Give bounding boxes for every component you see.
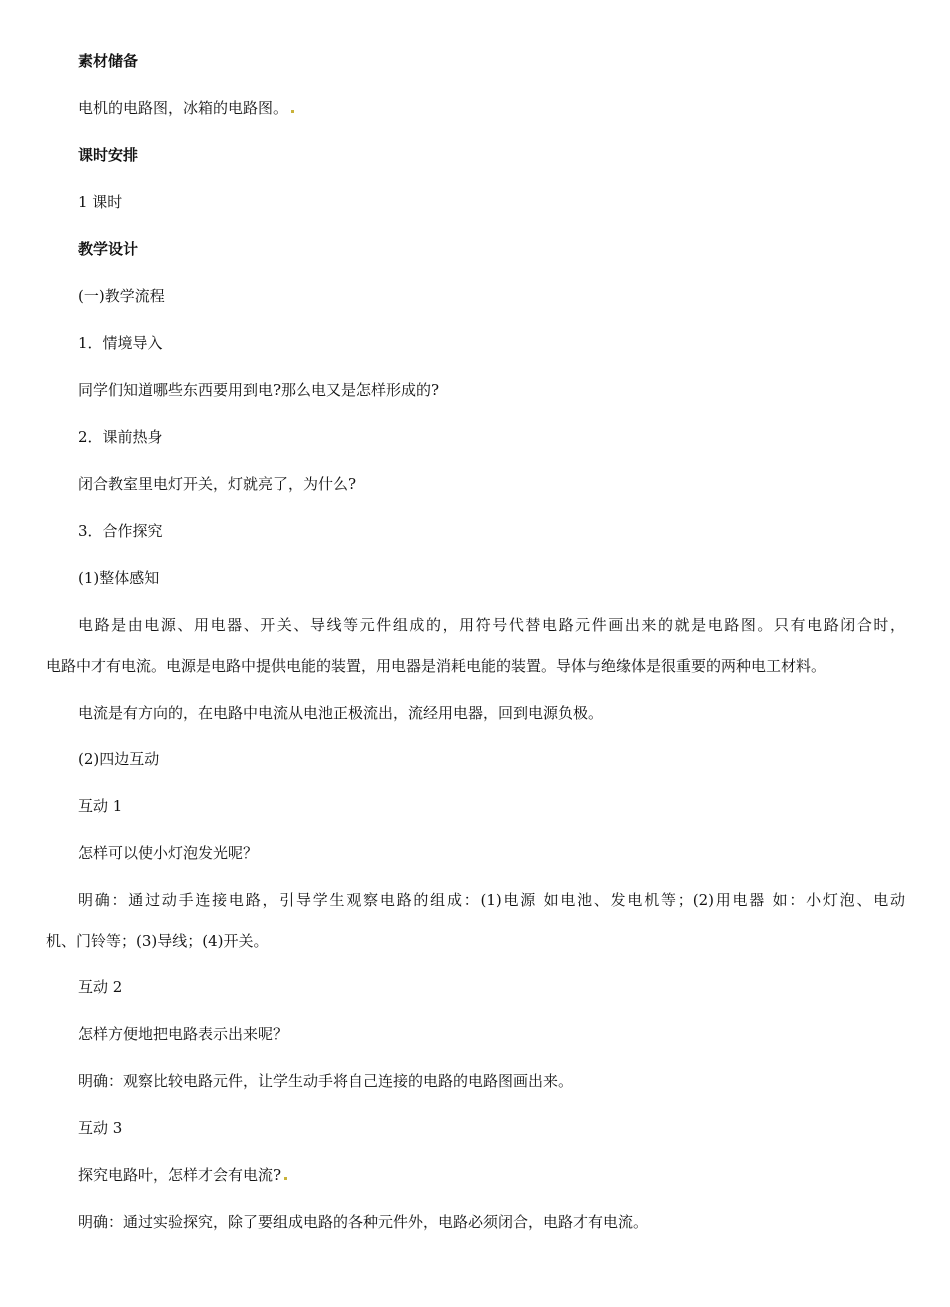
step1-text: 同学们知道哪些东西要用到电?那么电又是怎样形成的? [78,381,440,399]
step2-heading: 2．课前热身 [78,428,163,446]
perception-paragraph-line-1: 电路是由电源、用电器、开关、导线等元件组成的，用符号代替电路元件画出来的就是电路图。只有电路闭合时， [78,616,905,634]
marker-dot [291,110,294,113]
perception-heading: (1)整体感知 [78,569,160,587]
step3-heading: 3．合作探究 [78,522,163,540]
interaction3-answer: 明确：通过实验探究，除了要组成电路的各种元件外，电路必须闭合，电路才有电流。 [78,1213,649,1231]
materials-text-content: 电机的电路图，冰箱的电路图。 [78,99,289,117]
interaction3-question-text: 探究电路叶，怎样才会有电流? [78,1166,282,1184]
materials-text [78,98,294,118]
interaction1-question: 怎样可以使小灯泡发光呢？ [78,844,259,862]
marker-dot [284,1177,287,1180]
flow-heading: (一)教学流程 [78,287,165,305]
interaction1-answer-line-2: 机、门铃等；(3)导线；(4)开关。 [46,932,269,950]
step2-text: 闭合教室里电灯开关，灯就亮了，为什么? [78,475,357,493]
interaction2-question: 怎样方便地把电路表示出来呢？ [78,1025,289,1043]
interaction3-label: 互动 3 [78,1119,123,1137]
interaction2-label: 互动 2 [78,978,123,996]
interaction1-answer-line-1: 明确：通过动手连接电路，引导学生观察电路的组成：(1)电源 如电池、发电机等；(2)用电器 如：小灯泡、电动 [78,891,905,909]
perception-paragraph-2: 电流是有方向的，在电路中电流从电池正极流出，流经用电器，回到电源负极。 [78,704,604,722]
materials-heading: 素材储备 [78,52,139,70]
interaction3-question [78,1165,287,1185]
schedule-text: 1 课时 [78,193,123,211]
interaction-heading: (2)四边互动 [78,750,160,768]
design-heading: 教学设计 [78,240,139,258]
perception-paragraph-line-2: 电路中才有电流。电源是电路中提供电能的装置，用电器是消耗电能的装置。导体与绝缘体是很重要的两种电工材料。 [46,657,827,675]
schedule-heading: 课时安排 [78,146,139,164]
interaction1-label: 互动 1 [78,797,123,815]
step1-heading: 1．情境导入 [78,334,163,352]
interaction2-answer: 明确：观察比较电路元件，让学生动手将自己连接的电路的电路图画出来。 [78,1072,574,1090]
